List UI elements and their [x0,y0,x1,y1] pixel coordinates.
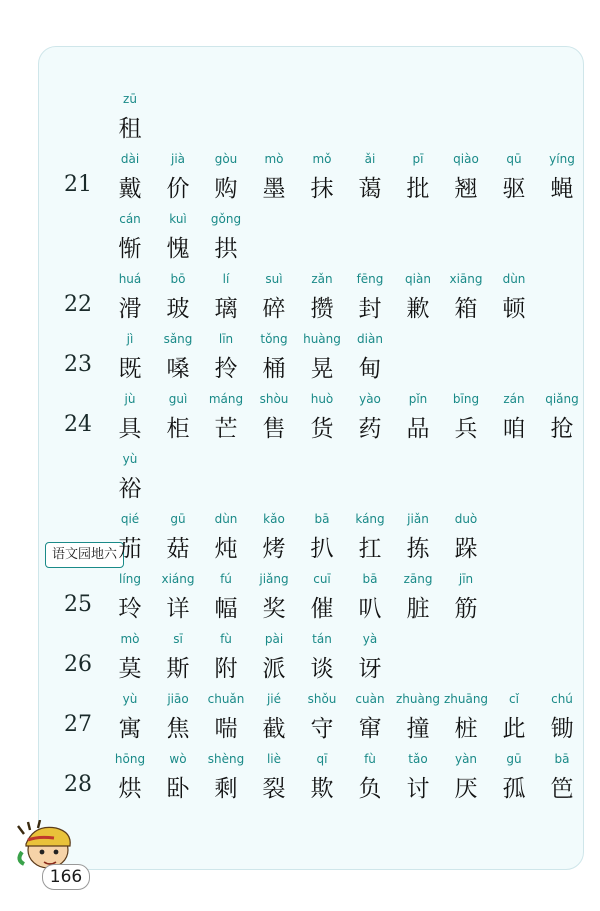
character-cell [394,692,442,750]
pinyin: bīng [452,392,480,406]
character-cell [106,632,154,690]
character-cell [394,392,442,450]
character-list [106,272,538,330]
character-cell [394,512,442,570]
pinyin: gǒng [210,212,242,226]
pinyin: bā [314,512,330,526]
hanzi: 剩 [214,776,238,802]
pinyin: yàn [454,752,478,766]
pinyin: cǐ [509,692,519,706]
character-cell [154,632,202,690]
hanzi: 此 [502,716,526,742]
character-cell [346,152,394,210]
hanzi: 附 [214,656,238,682]
pinyin: cán [119,212,141,226]
character-cell [298,632,346,690]
pinyin: zhuàng [395,692,441,706]
hanzi: 欺 [310,776,334,802]
character-cell [298,392,346,450]
hanzi: 拱 [214,236,238,262]
pinyin: xiáng [161,572,195,586]
pinyin: tǒng [260,332,288,346]
character-cell [250,272,298,330]
hanzi: 喘 [214,716,238,742]
hanzi: 斯 [166,656,190,682]
pinyin: kǎo [263,512,285,526]
pinyin: zū [123,92,137,106]
hanzi: 笆 [550,776,574,802]
lesson-number: 22 [64,292,92,317]
pinyin: qié [120,512,140,526]
pinyin: fēng [356,272,384,286]
pinyin: qiǎng [545,392,579,406]
hanzi: 桩 [454,716,478,742]
hanzi: 戴 [118,176,142,202]
character-cell [250,572,298,630]
hanzi: 品 [406,416,430,442]
pinyin: zǎn [311,272,333,286]
hanzi: 卧 [166,776,190,802]
character-cell [394,752,442,810]
character-cell [154,152,202,210]
character-list [106,572,490,630]
character-cell [154,572,202,630]
character-list [106,332,394,390]
pinyin: xiāng [449,272,483,286]
character-cell [106,212,154,270]
lesson-number: 26 [64,652,92,677]
character-cell [442,152,490,210]
pinyin: guì [168,392,188,406]
hanzi: 讨 [406,776,430,802]
hanzi: 脏 [406,596,430,622]
vocab-row [0,572,600,630]
hanzi: 租 [118,116,142,142]
pinyin: diàn [357,332,383,346]
character-cell [394,152,442,210]
hanzi: 守 [310,716,334,742]
hanzi: 负 [358,776,382,802]
hanzi: 歉 [406,296,430,322]
hanzi: 炖 [214,536,238,562]
pinyin: pài [264,632,284,646]
page-number: 166 [42,864,90,890]
hanzi: 封 [358,296,382,322]
character-list [106,212,250,270]
hanzi: 晃 [310,356,334,382]
pinyin: yù [122,692,138,706]
pinyin: liè [266,752,282,766]
pinyin: suì [265,272,283,286]
vocab-row [0,452,600,510]
character-list [106,692,586,750]
pinyin: bā [554,752,570,766]
pinyin: gū [506,752,522,766]
character-cell [202,512,250,570]
character-cell [106,752,154,810]
character-cell [298,152,346,210]
hanzi: 墨 [262,176,286,202]
character-cell [250,692,298,750]
hanzi: 幅 [214,596,238,622]
pinyin: shèng [207,752,245,766]
hanzi: 甸 [358,356,382,382]
pinyin: wò [169,752,187,766]
character-cell [154,392,202,450]
character-cell [346,752,394,810]
hanzi: 芒 [214,416,238,442]
character-cell [442,392,490,450]
hanzi: 撞 [406,716,430,742]
pinyin: cuī [313,572,331,586]
vocab-row [0,692,600,750]
hanzi: 抹 [310,176,334,202]
character-cell [250,632,298,690]
lesson-number: 23 [64,352,92,377]
pinyin: pǐn [408,392,428,406]
character-list [106,152,586,210]
pinyin: duò [454,512,478,526]
hanzi: 厌 [454,776,478,802]
pinyin: máng [208,392,244,406]
hanzi: 莫 [118,656,142,682]
character-list [106,512,490,570]
character-cell [442,512,490,570]
hanzi: 截 [262,716,286,742]
pinyin: huò [310,392,334,406]
hanzi: 跺 [454,536,478,562]
character-cell [490,272,538,330]
hanzi: 嗓 [166,356,190,382]
hanzi: 奖 [262,596,286,622]
pinyin: lí [222,272,230,286]
pinyin: bō [170,272,186,286]
hanzi: 蝇 [550,176,574,202]
hanzi: 拎 [214,356,238,382]
pinyin: chú [551,692,573,706]
pinyin: mò [264,152,284,166]
character-cell [298,332,346,390]
hanzi: 拣 [406,536,430,562]
hanzi: 玲 [118,596,142,622]
hanzi: 孤 [502,776,526,802]
hanzi: 裂 [262,776,286,802]
pinyin: qī [316,752,328,766]
pinyin: chuǎn [207,692,245,706]
character-cell [202,752,250,810]
pinyin: gū [170,512,186,526]
pinyin: ǎi [364,152,376,166]
pinyin: jiāo [167,692,189,706]
character-cell [250,152,298,210]
character-cell [442,692,490,750]
hanzi: 催 [310,596,334,622]
hanzi: 柜 [166,416,190,442]
pinyin: yà [362,632,378,646]
hanzi: 玻 [166,296,190,322]
pinyin: jì [126,332,134,346]
character-cell [538,152,586,210]
pinyin: zán [503,392,525,406]
lesson-number: 24 [64,412,92,437]
character-list [106,392,586,450]
lesson-number: 25 [64,592,92,617]
character-cell [394,272,442,330]
character-cell [154,212,202,270]
hanzi: 烘 [118,776,142,802]
character-cell [202,692,250,750]
hanzi: 碎 [262,296,286,322]
pinyin: jiǎng [259,572,289,586]
pinyin: huàng [303,332,341,346]
pinyin: fù [364,752,376,766]
character-cell [442,572,490,630]
character-cell [202,572,250,630]
character-cell [106,152,154,210]
hanzi: 兵 [454,416,478,442]
pinyin: qū [506,152,522,166]
hanzi: 裕 [118,476,142,502]
character-cell [490,392,538,450]
pinyin: káng [355,512,385,526]
character-cell [394,572,442,630]
hanzi: 攒 [310,296,334,322]
character-cell [538,752,586,810]
vocab-row [0,332,600,390]
pinyin: yào [359,392,381,406]
character-cell [298,692,346,750]
hanzi: 锄 [550,716,574,742]
character-cell [346,632,394,690]
character-cell [106,392,154,450]
character-cell [538,392,586,450]
character-cell [106,332,154,390]
pinyin: jiǎn [407,512,429,526]
hanzi: 菇 [166,536,190,562]
hanzi: 售 [262,416,286,442]
pinyin: zhuāng [443,692,489,706]
pinyin: sī [173,632,183,646]
pinyin: jīn [458,572,474,586]
hanzi: 价 [166,176,190,202]
pinyin: cuàn [355,692,385,706]
character-cell [346,272,394,330]
character-cell [106,692,154,750]
character-cell [442,752,490,810]
vocab-row [0,752,600,810]
hanzi: 寓 [118,716,142,742]
hanzi: 桶 [262,356,286,382]
pinyin: hōng [114,752,146,766]
character-list [106,752,586,810]
character-cell [106,92,154,150]
hanzi: 顿 [502,296,526,322]
character-cell [106,512,154,570]
character-cell [346,572,394,630]
character-cell [202,152,250,210]
character-cell [154,752,202,810]
hanzi: 货 [310,416,334,442]
character-cell [490,752,538,810]
hanzi: 扒 [310,536,334,562]
hanzi: 蔼 [358,176,382,202]
hanzi: 药 [358,416,382,442]
pinyin: mò [120,632,140,646]
hanzi: 筋 [454,596,478,622]
vocab-row [0,392,600,450]
character-cell [538,692,586,750]
hanzi: 谈 [310,656,334,682]
pinyin: dùn [502,272,526,286]
vocab-row [0,632,600,690]
character-cell [202,632,250,690]
pinyin: qiàn [405,272,431,286]
character-cell [202,392,250,450]
pinyin: mǒ [312,152,332,166]
character-list [106,452,154,510]
character-cell [106,572,154,630]
hanzi: 惭 [118,236,142,262]
hanzi: 焦 [166,716,190,742]
pinyin: dùn [214,512,238,526]
character-cell [202,212,250,270]
hanzi: 窜 [358,716,382,742]
pinyin: jié [266,692,282,706]
character-cell [202,272,250,330]
hanzi: 璃 [214,296,238,322]
pinyin: líng [119,572,141,586]
pinyin: shòu [259,392,289,406]
hanzi: 批 [406,176,430,202]
pinyin: yù [122,452,138,466]
hanzi: 愧 [166,236,190,262]
character-cell [346,512,394,570]
pinyin: shǒu [307,692,337,706]
hanzi: 叭 [358,596,382,622]
hanzi: 烤 [262,536,286,562]
character-cell [346,392,394,450]
vocab-row [0,272,600,330]
lesson-number: 28 [64,772,92,797]
character-list [106,632,394,690]
character-cell [154,692,202,750]
pinyin: dài [120,152,140,166]
character-cell [298,572,346,630]
character-cell [202,332,250,390]
character-cell [250,392,298,450]
pinyin: sǎng [163,332,193,346]
pinyin: līn [218,332,234,346]
pinyin: pī [412,152,424,166]
hanzi: 箱 [454,296,478,322]
pinyin: huá [118,272,142,286]
pinyin: tǎo [408,752,428,766]
pinyin: fù [220,632,232,646]
character-cell [250,752,298,810]
lesson-number: 27 [64,712,92,737]
character-cell [106,452,154,510]
hanzi: 派 [262,656,286,682]
vocab-row [0,512,600,570]
pinyin: gòu [214,152,238,166]
hanzi: 翘 [454,176,478,202]
character-cell [250,512,298,570]
character-cell [442,272,490,330]
pinyin: zāng [403,572,433,586]
hanzi: 咱 [502,416,526,442]
pinyin: tán [312,632,332,646]
character-cell [154,272,202,330]
pinyin: qiào [453,152,479,166]
lesson-number: 21 [64,172,92,197]
character-cell [298,272,346,330]
character-cell [346,332,394,390]
hanzi: 详 [166,596,190,622]
pinyin: yíng [549,152,575,166]
vocab-row [0,152,600,210]
character-cell [490,692,538,750]
character-cell [490,152,538,210]
pinyin: fú [220,572,232,586]
pinyin: jù [124,392,136,406]
character-cell [346,692,394,750]
character-cell [154,512,202,570]
character-cell [250,332,298,390]
hanzi: 扛 [358,536,382,562]
section-label: 语文园地六 [45,542,124,568]
character-cell [298,512,346,570]
hanzi: 购 [214,176,238,202]
pinyin: bā [362,572,378,586]
hanzi: 驱 [502,176,526,202]
pinyin: jià [170,152,186,166]
character-cell [298,752,346,810]
hanzi: 抢 [550,416,574,442]
character-cell [106,272,154,330]
hanzi: 茄 [118,536,142,562]
hanzi: 讶 [358,656,382,682]
vocab-row [0,212,600,270]
hanzi: 既 [118,356,142,382]
character-list [106,92,154,150]
vocab-row [0,92,600,150]
character-cell [154,332,202,390]
hanzi: 具 [118,416,142,442]
hanzi: 滑 [118,296,142,322]
pinyin: kuì [169,212,187,226]
